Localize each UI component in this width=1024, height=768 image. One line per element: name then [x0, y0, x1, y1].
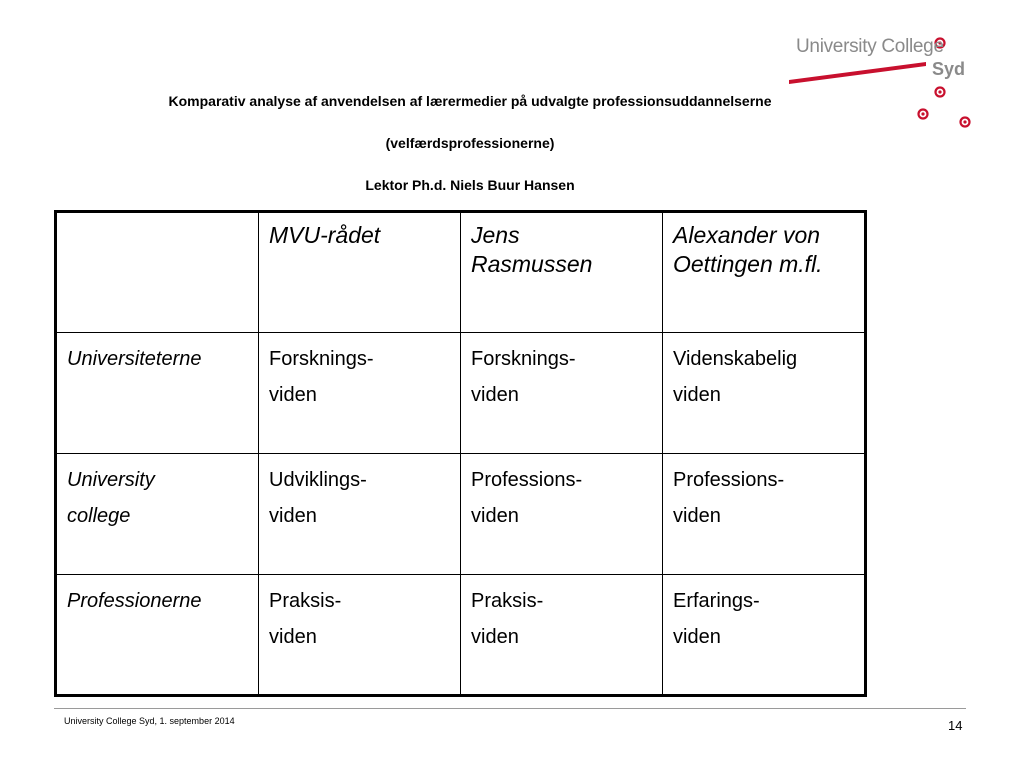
table-row	[56, 333, 866, 454]
title-line-3: Lektor Ph.d. Niels Buur Hansen	[365, 177, 575, 193]
row-header-professionerne: Professionerne	[56, 575, 259, 696]
footer-divider	[54, 708, 966, 709]
title-line-1: Komparativ analyse af anvendelsen af lærermedier på udvalgte professionsuddannelserne	[168, 93, 772, 109]
table-row	[56, 454, 866, 575]
table-cell: Praksis- viden	[259, 575, 461, 696]
table-cell: Erfarings- viden	[663, 575, 866, 696]
row-header-universiteterne: Universiteterne	[56, 333, 259, 454]
table-cell: Forsknings- viden	[461, 333, 663, 454]
header-cell-jens-rasmussen: Jens Rasmussen	[461, 212, 663, 333]
table-cell: Forsknings- viden	[259, 333, 461, 454]
logo-swoosh	[789, 62, 926, 84]
table-header-row	[56, 212, 866, 333]
header-cell-mvu: MVU-rådet	[259, 212, 461, 333]
table-cell: Professions- viden	[461, 454, 663, 575]
table-cell: Professions- viden	[663, 454, 866, 575]
comparison-table	[54, 210, 867, 697]
footer-text: University College Syd, 1. september 2014	[64, 716, 235, 726]
table-cell: Praksis- viden	[461, 575, 663, 696]
university-college-logo	[786, 30, 986, 140]
row-header-university-college: University college	[56, 454, 259, 575]
title-line-2: (velfærdsprofessionerne)	[385, 135, 555, 151]
table-row	[56, 575, 866, 696]
page-number: 14	[948, 718, 963, 733]
header-cell-oettingen: Alexander von Oettingen m.fl.	[663, 212, 866, 333]
logo-text-sub: Syd	[932, 59, 966, 79]
table-cell: Videnskabelig viden	[663, 333, 866, 454]
table-cell: Udviklings- viden	[259, 454, 461, 575]
logo-text-main: University College	[796, 36, 944, 57]
header-cell-empty	[56, 212, 259, 333]
